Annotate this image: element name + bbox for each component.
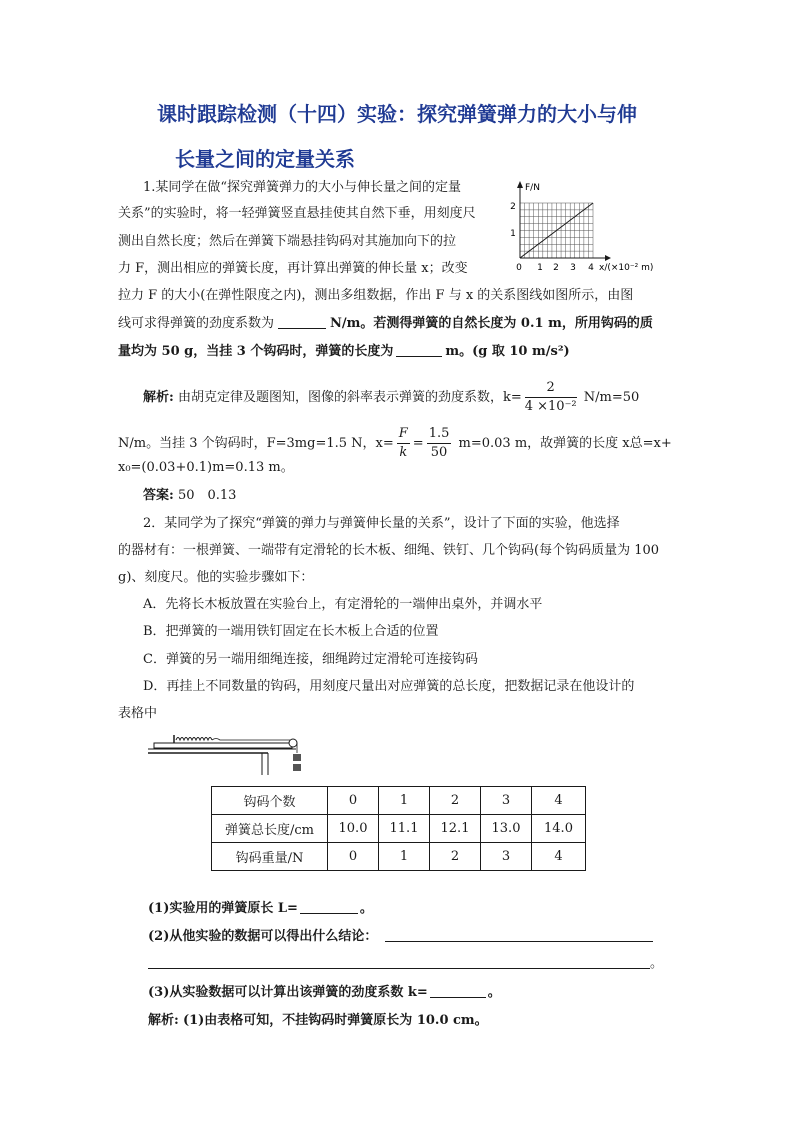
subq-1-end: 。 bbox=[359, 901, 373, 916]
q2-step-c: C．弹簧的另一端用细绳连接，细绳跨过定滑轮可连接钩码 bbox=[143, 652, 478, 667]
table-cell: 10.0 bbox=[328, 815, 379, 843]
x-axis-label: x/(×10⁻² m) bbox=[599, 263, 654, 273]
sol1-line2 bbox=[118, 425, 672, 462]
fraction-k-letter: k bbox=[399, 445, 408, 460]
fraction-values bbox=[427, 425, 452, 462]
sol1-line3: x₀=(0.03+0.1)m=0.13 m。 bbox=[118, 460, 294, 475]
table-row-spring-length bbox=[212, 815, 586, 843]
y-tick-1: 1 bbox=[510, 229, 516, 239]
spring bbox=[176, 738, 212, 741]
row-label: 钩码个数 bbox=[212, 787, 328, 815]
answer-blank-length bbox=[396, 343, 442, 357]
answer-blank-original-length bbox=[300, 900, 358, 914]
q1-line6 bbox=[118, 314, 653, 334]
sol2-text: (1)由表格可知，不挂钩码时弹簧原长为 10.0 cm。 bbox=[182, 1013, 488, 1028]
q2-step-b: B．把弹簧的一端用铁钉固定在长木板上合适的位置 bbox=[143, 624, 439, 639]
answer-blank-conclusion-1 bbox=[385, 928, 653, 942]
answer-label: 答案: bbox=[143, 488, 174, 503]
answer-blank-conclusion-2 bbox=[148, 955, 650, 969]
hook-weight-2 bbox=[293, 764, 301, 771]
table-row-weights-count bbox=[212, 787, 586, 815]
subq-3-end: 。 bbox=[487, 985, 501, 1000]
subq-2-text: (2)从他实验的数据可以得出什么结论： bbox=[148, 929, 378, 944]
sol1-answer bbox=[143, 486, 236, 506]
q1-line6-rest: N/m。若测得弹簧的自然长度为 0.1 m，所用钩码的质 bbox=[330, 316, 653, 331]
table-cell: 2 bbox=[430, 787, 481, 815]
q1-line3: 测出自然长度；然后在弹簧下端悬挂钩码对其施加向下的拉 bbox=[118, 234, 457, 249]
string bbox=[212, 739, 290, 741]
y-axis-arrow bbox=[517, 181, 523, 188]
x-tick-1: 1 bbox=[537, 263, 543, 273]
fraction-k-den: 4 ×10⁻² bbox=[524, 399, 577, 414]
subq-1-text: (1)实验用的弹簧原长 L= bbox=[148, 901, 298, 916]
sol1-text1b: N/m=50 bbox=[583, 390, 640, 405]
table-cell: 13.0 bbox=[481, 815, 532, 843]
subq-2-end: 。 bbox=[650, 956, 664, 971]
q2-step-d-line1: D．再挂上不同数量的钩码，用刻度尺量出对应弹簧的总长度，把数据记录在他设计的 bbox=[143, 679, 635, 694]
x-axis-arrow bbox=[605, 255, 611, 261]
sol2-label: 解析: bbox=[148, 1013, 179, 1028]
page-title-line1: 课时跟踪检测（十四）实验：探究弹簧弹力的大小与伸 bbox=[157, 102, 637, 126]
data-table bbox=[211, 786, 586, 871]
fraction-f-over-k bbox=[397, 425, 410, 462]
fraction-k-num: 2 bbox=[525, 379, 577, 398]
table-cell: 1 bbox=[379, 787, 430, 815]
q1-line5: 拉力 F 的大小(在弹性限度之内)，测出多组数据，作出 F 与 x 的关系图线如图所示，由图 bbox=[118, 288, 634, 303]
table-row-weight-force bbox=[212, 843, 586, 871]
q1-line2: 关系”的实验时，将一轻弹簧竖直悬挂使其自然下垂，用刻度尺 bbox=[118, 206, 476, 221]
q2-line3: g)、刻度尺。他的实验步骤如下： bbox=[118, 570, 314, 585]
answer-blank-k bbox=[278, 315, 326, 329]
apparatus-illustration bbox=[148, 729, 308, 781]
q2-step-d-line2: 表格中 bbox=[118, 706, 158, 721]
q1-line1: 1.某同学在做“探究弹簧弹力的大小与伸长量之间的定量 bbox=[143, 180, 462, 195]
subq-1 bbox=[148, 899, 373, 919]
table-cell: 3 bbox=[481, 843, 532, 871]
q1-line4: 力 F，测出相应的弹簧长度，再计算出弹簧的伸长量 x；改变 bbox=[118, 261, 468, 276]
fraction-1-5: 1.5 bbox=[427, 425, 452, 444]
answer-blank-stiffness bbox=[430, 984, 486, 998]
subq-3-text: (3)从实验数据可以计算出该弹簧的劲度系数 k= bbox=[148, 985, 428, 1000]
page-title-line2: 长量之间的定量关系 bbox=[175, 147, 355, 171]
table-cell: 14.0 bbox=[532, 815, 586, 843]
long-board bbox=[154, 743, 292, 748]
q2-line1: 2．某同学为了探究“弹簧的弹力与弹簧伸长量的关系”，设计了下面的实验，他选择 bbox=[143, 516, 620, 531]
q2-step-a: A．先将长木板放置在实验台上，有定滑轮的一端伸出桌外，并调水平 bbox=[143, 597, 543, 612]
x-tick-2: 2 bbox=[553, 263, 559, 273]
x-tick-0: 0 bbox=[516, 263, 522, 273]
answer-text: 50 0.13 bbox=[177, 488, 237, 503]
table-cell: 0 bbox=[328, 787, 379, 815]
q2-line2: 的器材有：一根弹簧、一端带有定滑轮的长木板、细绳、铁钉、几个钩码(每个钩码质量为 100 bbox=[118, 543, 660, 558]
table-cell: 3 bbox=[481, 787, 532, 815]
fraction-f: F bbox=[397, 425, 410, 444]
table-cell: 4 bbox=[532, 843, 586, 871]
f-x-graph bbox=[505, 178, 665, 274]
q1-line7-rest: m。(g 取 10 m/s²) bbox=[445, 344, 570, 359]
sol1-text1: 由胡克定律及题图知，图像的斜率表示弹簧的劲度系数，k= bbox=[177, 390, 522, 405]
x-tick-4: 4 bbox=[588, 263, 594, 273]
x-tick-3: 3 bbox=[570, 263, 576, 273]
subq-2-line2 bbox=[148, 954, 663, 974]
fraction-k bbox=[525, 379, 577, 416]
table-cell: 0 bbox=[328, 843, 379, 871]
hook-weight-1 bbox=[293, 754, 301, 761]
fraction-50: 50 bbox=[430, 445, 448, 460]
table-cell: 12.1 bbox=[430, 815, 481, 843]
table-cell: 11.1 bbox=[379, 815, 430, 843]
subq-3 bbox=[148, 983, 501, 1003]
y-axis-label: F/N bbox=[525, 183, 540, 193]
row-label: 弹簧总长度/cm bbox=[212, 815, 328, 843]
row-label: 钩码重量/N bbox=[212, 843, 328, 871]
sol1-eq: = bbox=[412, 436, 424, 451]
sol1-line1 bbox=[143, 379, 639, 416]
y-tick-2: 2 bbox=[510, 202, 516, 212]
sol1-label: 解析: bbox=[143, 390, 174, 405]
table-cell: 2 bbox=[430, 843, 481, 871]
sol1-text2b: m=0.03 m，故弹簧的长度 x总=x+ bbox=[458, 436, 672, 451]
q1-line7 bbox=[118, 342, 570, 362]
pulley bbox=[289, 739, 297, 747]
table-cell: 4 bbox=[532, 787, 586, 815]
subq-2 bbox=[148, 927, 653, 947]
q1-line7-text: 量均为 50 g，当挂 3 个钩码时，弹簧的长度为 bbox=[118, 344, 394, 359]
sol1-text2: N/m。当挂 3 个钩码时，F=3mg=1.5 N，x= bbox=[118, 436, 394, 451]
q1-line6-text: 线可求得弹簧的劲度系数为 bbox=[118, 316, 275, 331]
table-cell: 1 bbox=[379, 843, 430, 871]
sol2-line1 bbox=[148, 1011, 488, 1031]
